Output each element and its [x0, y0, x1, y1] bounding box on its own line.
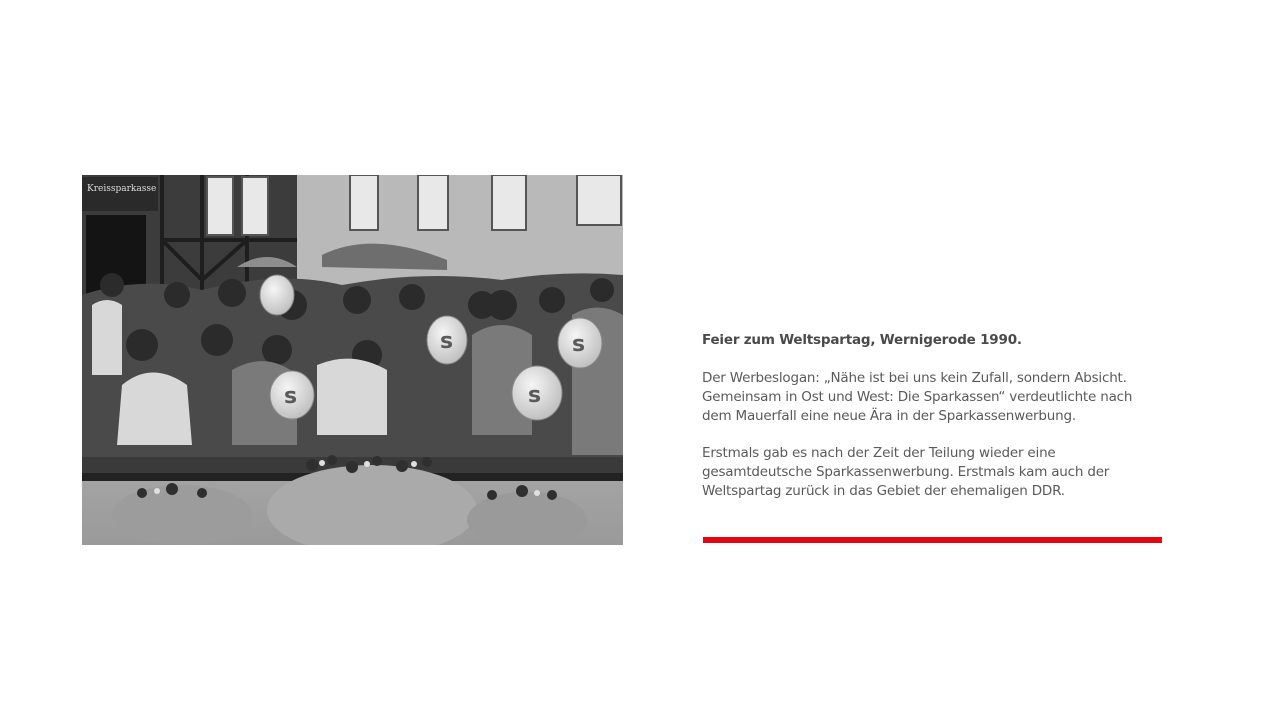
caption-title: Feier zum Weltspartag, Wernigerode 1990. — [702, 332, 1022, 348]
svg-text:s: s — [440, 329, 454, 354]
paragraph-2-line: Erstmals gab es nach der Zeit der Teilung wieder eine — [702, 445, 1056, 461]
paragraph-1-line: Der Werbeslogan: „Nähe ist bei uns kein Zufall, sondern Absicht. — [702, 370, 1127, 386]
paragraph-2-line: gesamtdeutsche Sparkassenwerbung. Erstmals kam auch der — [702, 464, 1110, 480]
paragraph-1-line: Gemeinsam in Ost und West: Die Sparkassen“ verdeutlichte nach — [702, 389, 1133, 405]
caption-paragraph-1 — [702, 369, 1172, 426]
historical-photo — [82, 175, 623, 545]
caption-paragraph-2 — [702, 444, 1172, 501]
svg-text:s: s — [572, 332, 586, 357]
paragraph-2-line: Weltspartag zurück in das Gebiet der ehemaligen DDR. — [702, 483, 1065, 499]
svg-text:s: s — [528, 383, 542, 408]
paragraph-1-line: dem Mauerfall eine neue Ära in der Sparkassenwerbung. — [702, 408, 1076, 424]
sign-text: Kreissparkasse — [87, 184, 157, 194]
svg-text:s: s — [284, 384, 298, 409]
accent-divider — [703, 537, 1162, 543]
caption-text-block — [702, 331, 1172, 519]
